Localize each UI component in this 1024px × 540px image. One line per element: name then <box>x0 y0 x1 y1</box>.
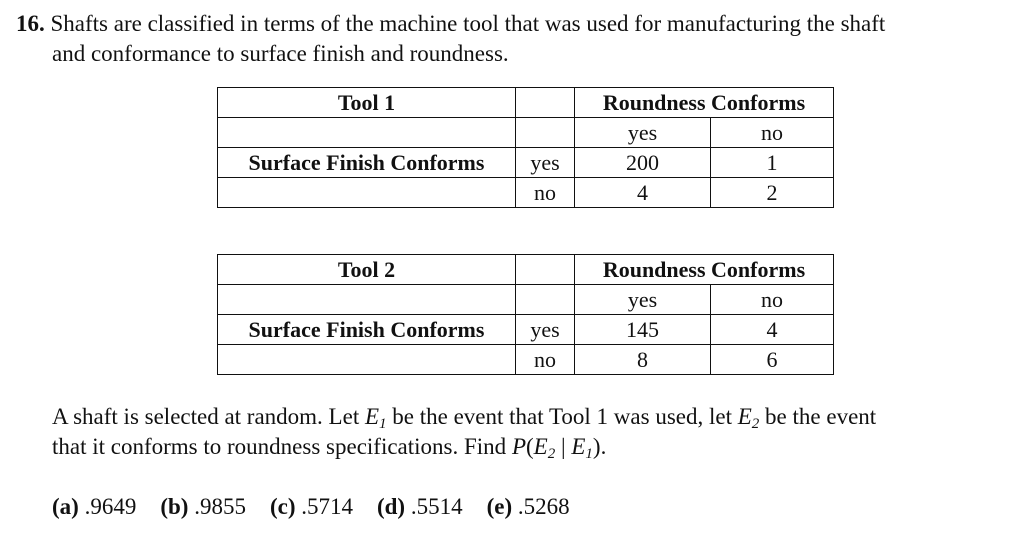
event-e2: $E_2$ <box>533 434 556 462</box>
empty-cell <box>218 178 516 208</box>
cell-yes-no: 1 <box>711 148 834 178</box>
prompt-line-2: that it conforms to roundness specifications. Find $P(E_2$ | $E_1$). <box>52 434 607 462</box>
row-header: Surface Finish Conforms <box>218 315 516 345</box>
empty-cell <box>218 118 516 148</box>
empty-cell <box>516 118 575 148</box>
row-yes-label: yes <box>516 315 575 345</box>
event-e1: $E_1$ <box>571 434 593 462</box>
col-yes-label: yes <box>575 285 711 315</box>
question-line-2: and conformance to surface finish and roundness. <box>52 41 509 66</box>
cell-no-no: 2 <box>711 178 834 208</box>
question-line-1 <box>16 9 885 39</box>
col-no-label: no <box>711 285 834 315</box>
event-e2: $E_2$ <box>737 404 760 432</box>
answer-a[interactable]: (a) .9649 <box>52 494 137 519</box>
empty-cell <box>516 285 575 315</box>
empty-cell <box>516 255 575 285</box>
question-text-1: Shafts are classified in terms of the machine tool that was used for manufacturing the shaft <box>50 11 886 36</box>
column-header: Roundness Conforms <box>575 255 834 285</box>
tool-1-table <box>217 87 834 208</box>
cell-no-yes: 8 <box>575 345 711 375</box>
tool-2-table <box>217 254 834 375</box>
cell-yes-yes: 200 <box>575 148 711 178</box>
event-e1: $E_1$ <box>364 404 387 432</box>
cell-yes-yes: 145 <box>575 315 711 345</box>
table-title: Tool 1 <box>218 88 516 118</box>
cell-no-yes: 4 <box>575 178 711 208</box>
row-header: Surface Finish Conforms <box>218 148 516 178</box>
row-no-label: no <box>516 345 575 375</box>
answer-choices <box>52 492 570 522</box>
answer-d[interactable]: (d) .5514 <box>376 494 463 519</box>
answer-b[interactable]: (b) .9855 <box>160 494 246 519</box>
question-number: 16. <box>16 11 45 36</box>
cell-no-no: 6 <box>711 345 834 375</box>
prompt-line-1: A shaft is selected at random. Let $E_1$ be the event that Tool 1 was used, let $E_2$ be the event <box>52 404 877 432</box>
row-yes-label: yes <box>516 148 575 178</box>
answer-c[interactable]: (c) .5714 <box>269 494 353 519</box>
table-title: Tool 2 <box>218 255 516 285</box>
col-no-label: no <box>711 118 834 148</box>
cell-yes-no: 4 <box>711 315 834 345</box>
col-yes-label: yes <box>575 118 711 148</box>
empty-cell <box>516 88 575 118</box>
column-header: Roundness Conforms <box>575 88 834 118</box>
empty-cell <box>218 345 516 375</box>
answer-e[interactable]: (e) .5268 <box>486 494 570 519</box>
empty-cell <box>218 285 516 315</box>
probability-p: P <box>511 434 526 459</box>
row-no-label: no <box>516 178 575 208</box>
